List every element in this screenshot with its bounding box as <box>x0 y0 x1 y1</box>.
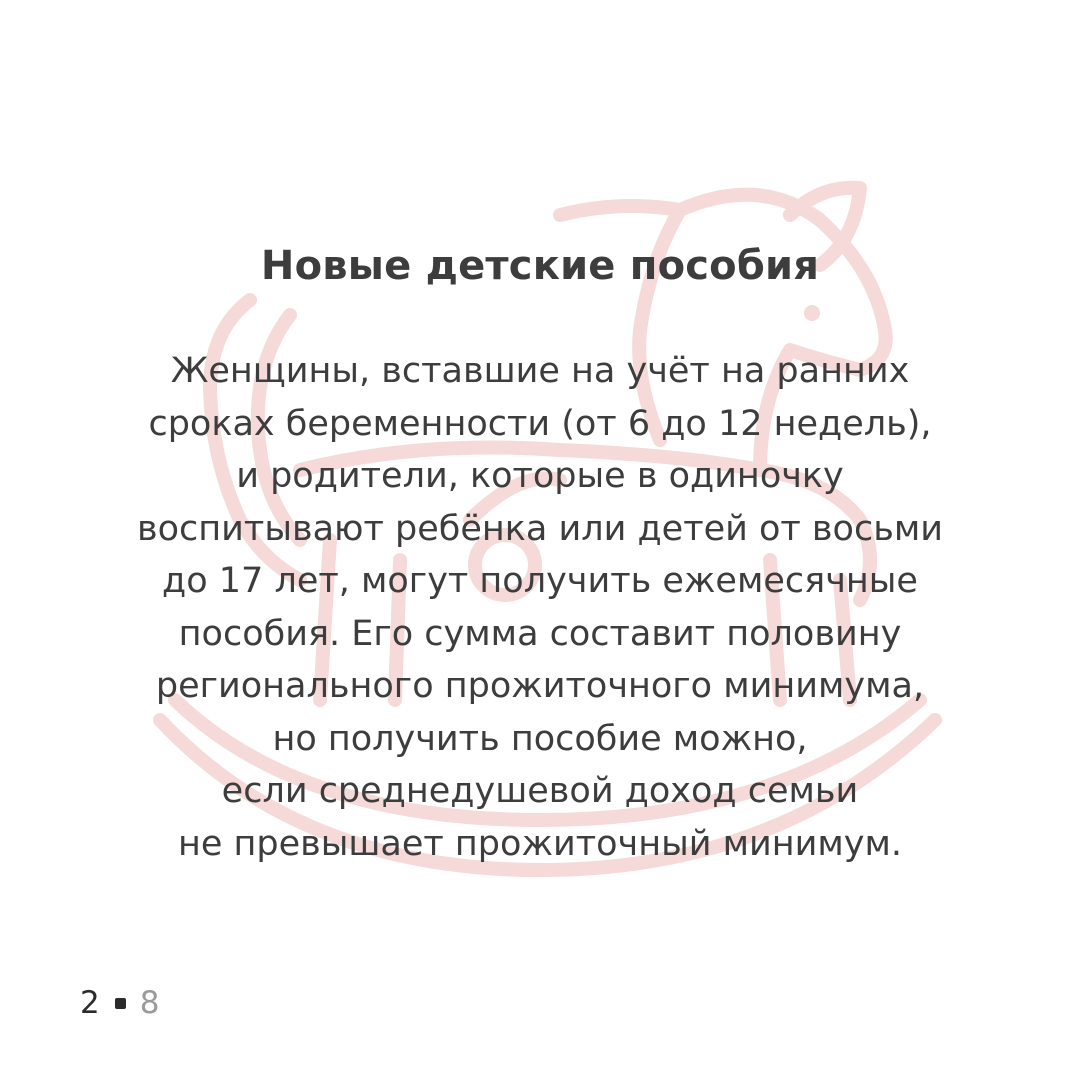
body-line: регионального прожиточного минимума, <box>155 666 925 706</box>
body-line: Женщины, вставшие на учёт на ранних <box>170 351 910 391</box>
body-line: сроках беременности (от 6 до 12 недель), <box>148 403 932 444</box>
body-line: но получить пособие можно, <box>272 718 808 759</box>
body-paragraph <box>0 345 1080 870</box>
body-line: пособия. Его сумма составит половину <box>178 613 902 654</box>
total-pages-number: 8 <box>139 985 160 1021</box>
body-line: воспитывают ребёнка или детей от восьми <box>137 508 943 549</box>
current-page-number: 2 <box>80 985 100 1021</box>
separator-square-icon <box>115 998 126 1009</box>
page-indicator <box>80 985 159 1021</box>
page-title: Новые детские пособия <box>260 243 820 289</box>
body-line: до 17 лет, могут получить ежемесячные <box>162 561 918 601</box>
body-line: и родители, которые в одиночку <box>236 456 844 496</box>
body-line: если среднедушевой доход семьи <box>221 771 859 811</box>
body-line: не превышает прожиточный минимум. <box>177 823 903 864</box>
